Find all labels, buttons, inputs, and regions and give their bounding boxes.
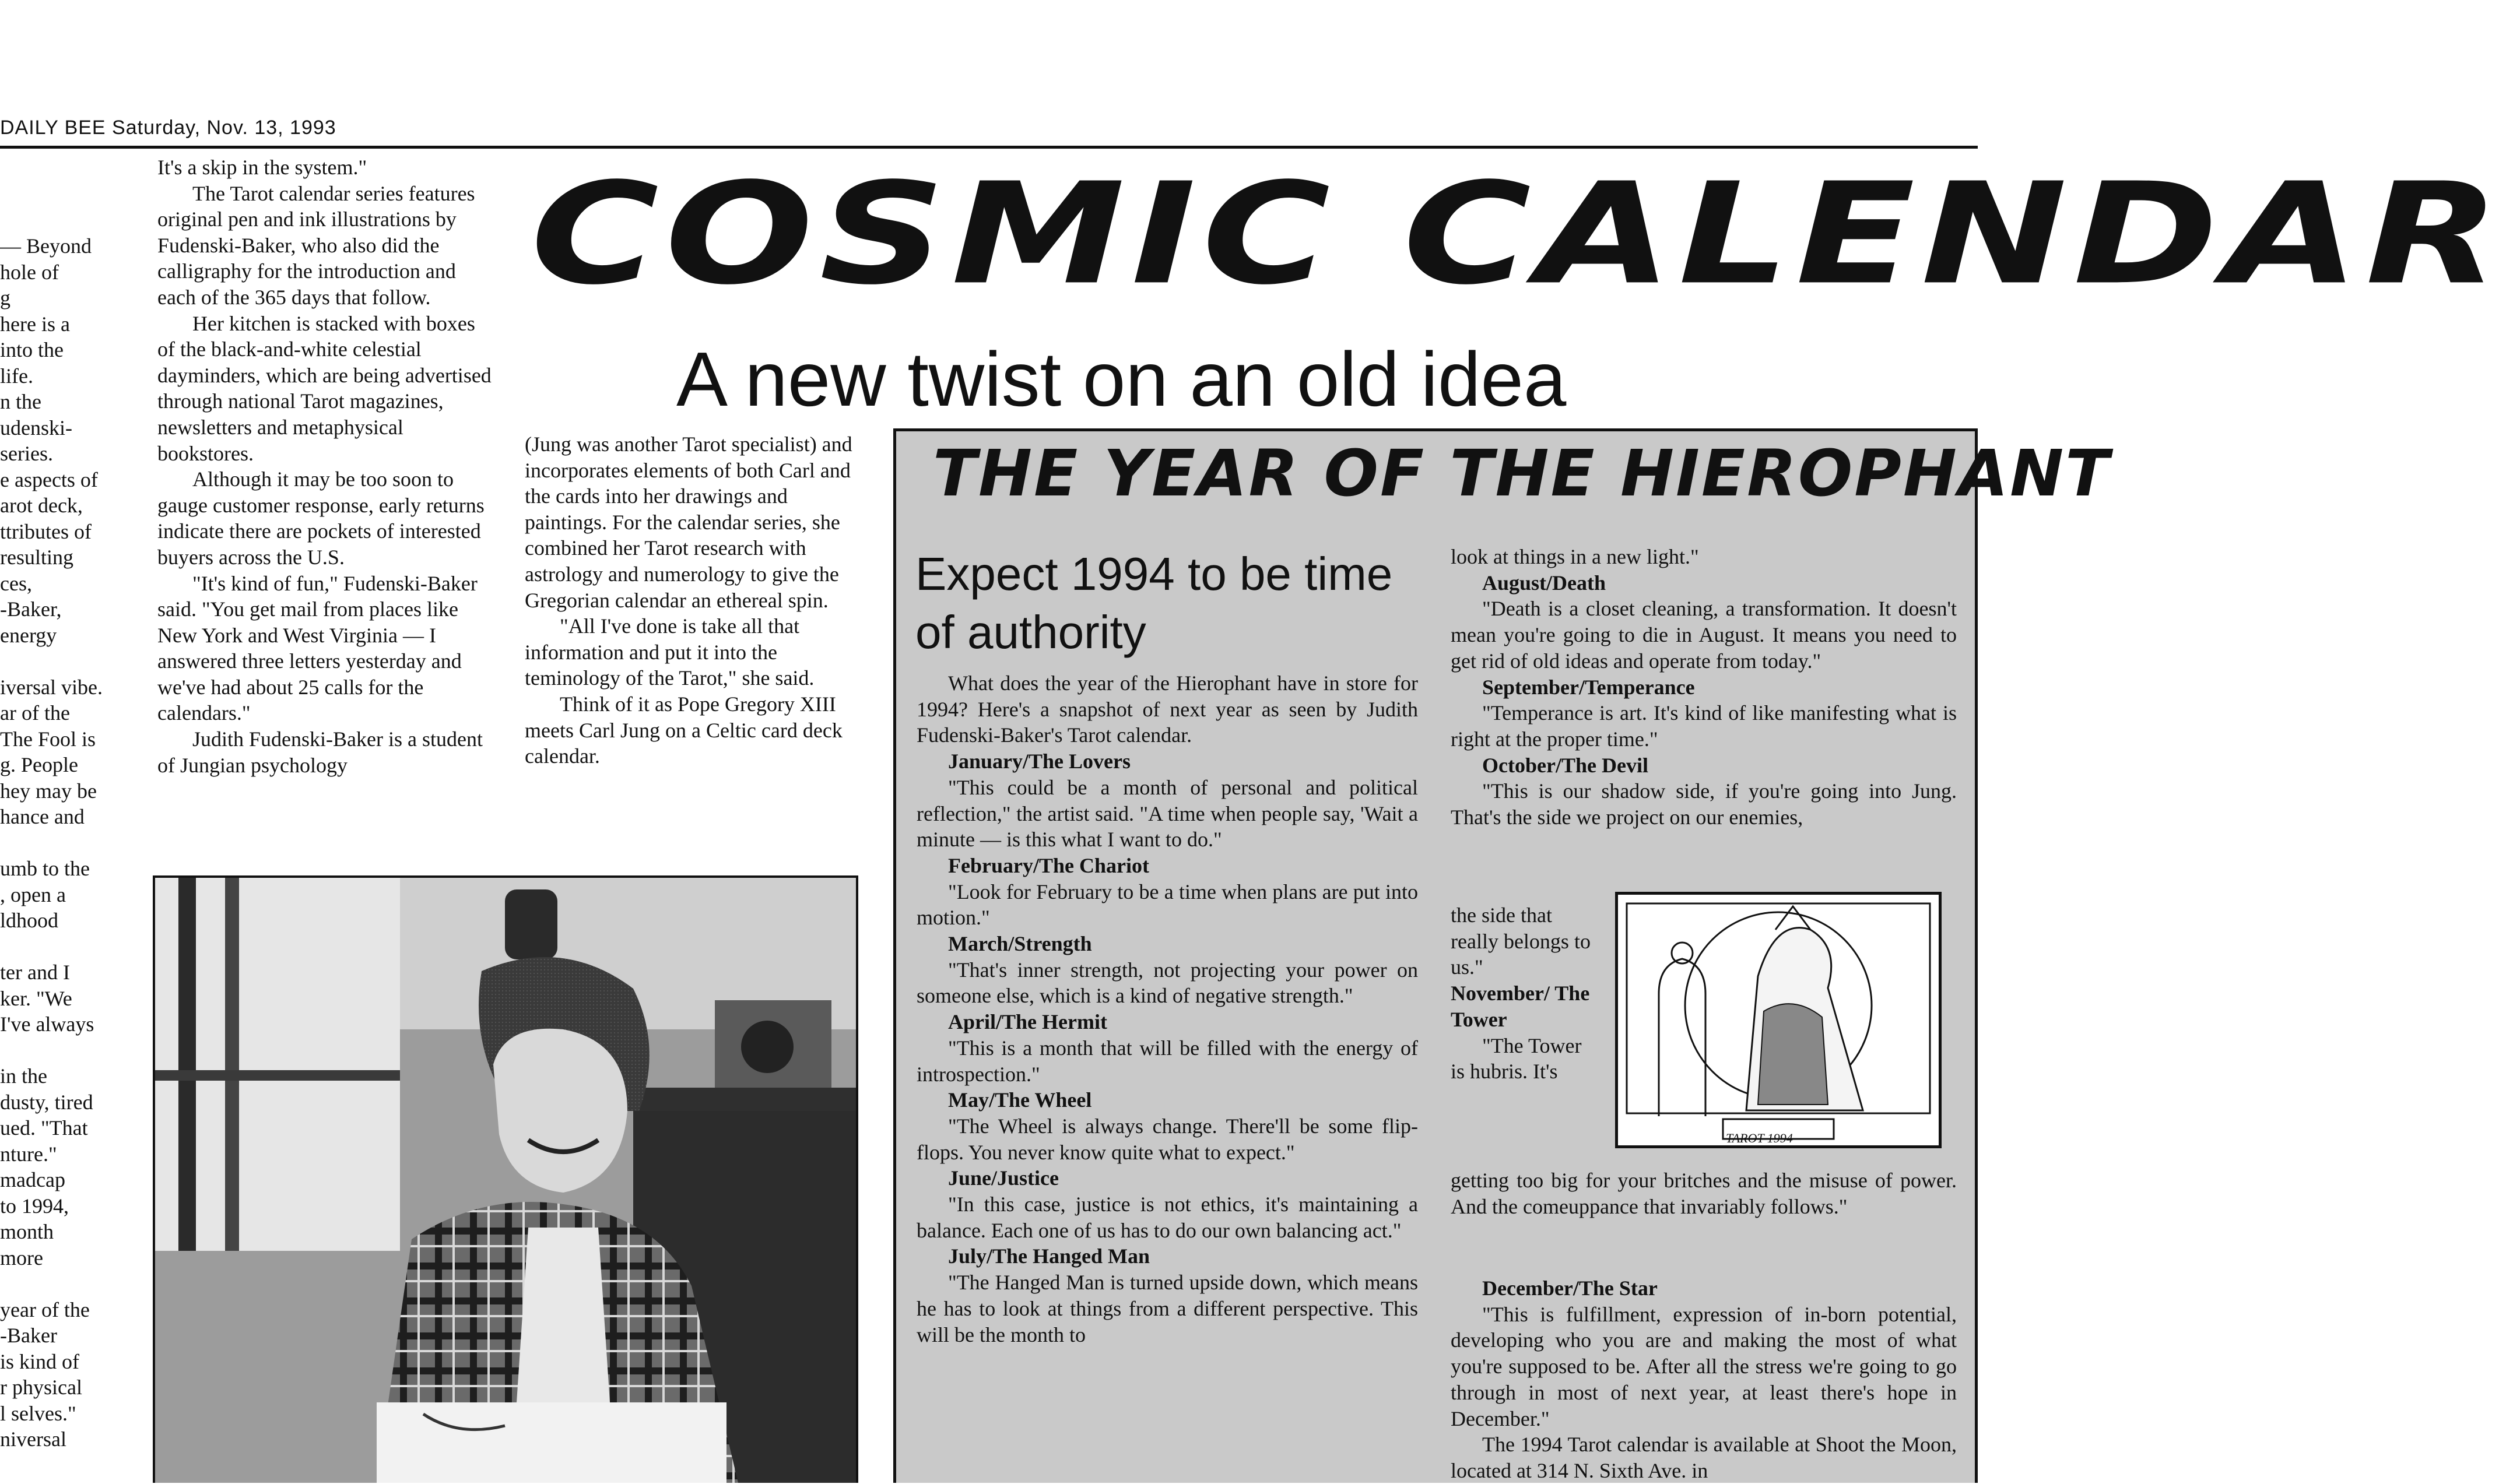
sidebar-paragraph: "Look for February to be a time when plans are put into motion.": [917, 880, 1418, 930]
sidebar-paragraph: getting too big for your britches and the misuse of power. And the comeuppance that invariably follows.": [1451, 1169, 1957, 1218]
sidebar-paragraph: "This is fulfillment, expression of in-born potential, developing who you are and making the most of what you're supposed to be. After all the stress we're going to go through in most of next year, at least there's hope in December.": [1451, 1302, 1957, 1430]
clipped-line: niversal: [0, 1427, 66, 1451]
clipped-line: to 1994,: [0, 1194, 69, 1218]
top-rule: [0, 146, 1978, 149]
clipped-line: [0, 648, 122, 674]
artist-photo: [153, 875, 858, 1483]
sidebar-paragraph: the side that really belongs to us.": [1451, 903, 1591, 979]
photo-illustration: [155, 878, 856, 1483]
subheadline: A new twist on an old idea: [676, 336, 1567, 422]
clipped-line: -Baker: [0, 1324, 57, 1347]
sidebar-right-middle: [1451, 1167, 1957, 1219]
clipped-line: madcap: [0, 1168, 65, 1191]
sidebar-left-column: [917, 670, 1418, 1483]
sidebar-paragraph: The 1994 Tarot calendar is available at Shoot the Moon, located at 314 N. Sixth Ave. in: [1451, 1433, 1957, 1482]
clipped-line: ces,: [0, 571, 32, 595]
sidebar-paragraph: "Death is a closet cleaning, a transformation. It doesn't mean you're going to die in August. It means you need to get rid of old ideas and operate from today.": [1451, 597, 1957, 673]
clipped-line: ter and I: [0, 961, 70, 984]
sidebar-paragraph: "In this case, justice is not ethics, it's maintaining a balance. Each one of us has to do our own balancing act.": [917, 1193, 1418, 1242]
sidebar-paragraph: "This is a month that will be filled with the energy of introspection.": [917, 1036, 1418, 1086]
clipped-line: iversal vibe.: [0, 675, 103, 699]
folio-line: DAILY BEE Saturday, Nov. 13, 1993: [0, 117, 336, 139]
month-heading: March/Strength: [948, 932, 1092, 956]
clipped-line: [0, 934, 122, 960]
clipped-line: udenski-: [0, 416, 72, 439]
tarot-card-illustration: [1615, 892, 1942, 1148]
clipped-line: r physical: [0, 1376, 82, 1399]
clipped-line: dusty, tired: [0, 1090, 93, 1114]
clipped-line: — Beyond: [0, 234, 92, 258]
clipped-line: ued. "That: [0, 1116, 88, 1140]
clipped-line: hole of: [0, 260, 59, 284]
clipped-line: is kind of: [0, 1349, 80, 1373]
sidebar-paragraph: "Temperance is art. It's kind of like manifesting what is right at the proper time.": [1451, 701, 1957, 751]
story-column-1: [157, 154, 493, 778]
clipped-line: -Baker,: [0, 597, 62, 621]
month-heading: July/The Hanged Man: [948, 1244, 1150, 1268]
month-heading: February/The Chariot: [948, 853, 1149, 877]
sidebar-paragraph: "The Hanged Man is turned upside down, which means he has to look at things from a different perspective. This will be the month to: [917, 1271, 1418, 1346]
month-heading: November/ The Tower: [1451, 982, 1590, 1031]
body-paragraph: "It's kind of fun," Fudenski-Baker said. "You get mail from places like New York and West Virginia — I answered three letters yesterday and we've had about 25 calls for the calendars.": [157, 571, 478, 725]
month-heading: May/The Wheel: [948, 1088, 1092, 1112]
sidebar-deck: Expect 1994 to be time of authority: [915, 548, 1393, 658]
clipped-line: ar of the: [0, 701, 70, 725]
month-heading: September/Temperance: [1482, 675, 1695, 699]
clipped-line: year of the: [0, 1297, 90, 1321]
clipped-line: nture.": [0, 1142, 57, 1166]
clipped-line: umb to the: [0, 857, 90, 880]
clipped-line: hey may be: [0, 779, 97, 803]
body-paragraph: Judith Fudenski-Baker is a student of Jungian psychology: [157, 727, 483, 777]
clipped-line: , open a: [0, 882, 66, 906]
clipped-line: g. People: [0, 753, 78, 776]
month-heading: April/The Hermit: [948, 1010, 1107, 1034]
clipped-line: I've always: [0, 1012, 94, 1036]
headline: COSMIC CALENDAR: [531, 153, 2506, 316]
clipped-line: month: [0, 1220, 54, 1243]
sidebar-paragraph: "That's inner strength, not projecting your power on someone else, which is a kind of negative strength.": [917, 958, 1418, 1008]
sidebar-right-column-top: [1451, 544, 1957, 831]
sidebar-paragraph: "This could be a month of personal and political reflection," the artist said. "A time when people say, 'Wait a minute — is this what I want to do.": [917, 775, 1418, 852]
clipped-line: e aspects of: [0, 467, 98, 491]
body-paragraph: "All I've done is take all that information and put it into the teminology of the Tarot," she said.: [525, 614, 815, 690]
month-heading: June/Justice: [948, 1166, 1059, 1190]
sidebar-paragraph: "The Tower is hubris. It's: [1451, 1033, 1582, 1084]
month-heading: December/The Star: [1482, 1276, 1658, 1300]
clipped-line: here is a: [0, 312, 70, 336]
sidebar-title: THE YEAR OF THE HIEROPHANT: [933, 436, 2111, 511]
clipped-line: ttributes of: [0, 519, 92, 543]
month-heading: October/The Devil: [1482, 753, 1648, 777]
clipped-line: into the: [0, 338, 64, 361]
month-heading: January/The Lovers: [948, 750, 1131, 773]
clipped-line: arot deck,: [0, 494, 83, 517]
clipped-line: l selves.": [0, 1401, 76, 1425]
sidebar-paragraph: What does the year of the Hierophant have in store for 1994? Here's a snapshot of next year as seen by Judith Fudenski-Baker's Tarot calendar.: [917, 671, 1418, 747]
clipped-column: [0, 233, 122, 1453]
body-paragraph: Although it may be too soon to gauge customer response, early returns indicate there are pockets of interested buyers across the U.S.: [157, 467, 485, 569]
clipped-line: in the: [0, 1064, 47, 1088]
clipped-line: energy: [0, 623, 57, 647]
clipped-line: ker. "We: [0, 986, 72, 1010]
body-paragraph: Think of it as Pope Gregory XIII meets Carl Jung on a Celtic card deck calendar.: [525, 692, 843, 768]
clipped-line: The Fool is: [0, 727, 96, 751]
body-paragraph: (Jung was another Tarot specialist) and incorporates elements of both Carl and the cards into her drawings and paintings. For the calendar series, she combined her Tarot research with astrology and numerology to give the Gregorian calendar an ethereal spin.: [525, 432, 852, 612]
body-paragraph: The Tarot calendar series features original pen and ink illustrations by Fudenski-Baker, who also did the calligraphy for the introduction and each of the 365 days that follow.: [157, 181, 475, 309]
clipped-line: [0, 1038, 122, 1064]
clipped-line: hance and: [0, 805, 85, 828]
sidebar-paragraph: "The Wheel is always change. There'll be some flip-flops. You never know quite what to expect.": [917, 1114, 1418, 1164]
clipped-line: [0, 830, 122, 856]
body-paragraph: Her kitchen is stacked with boxes of the black-and-white celestial dayminders, which are being advertised through national Tarot magazines, newsletters and metaphysical bookstores.: [157, 311, 492, 465]
clipped-line: g: [0, 286, 10, 310]
clipped-line: more: [0, 1246, 43, 1270]
sidebar-right-bottom: [1451, 1275, 1957, 1483]
clipped-line: life.: [0, 364, 33, 388]
clipped-line: [0, 1271, 122, 1297]
clipped-line: n the: [0, 390, 41, 413]
sidebar-right-narrow: [1451, 902, 1591, 1085]
clipped-line: series.: [0, 442, 53, 465]
clipped-line: resulting: [0, 546, 73, 569]
story-column-2: [525, 431, 860, 769]
clipped-line: ldhood: [0, 909, 59, 932]
body-paragraph: It's a skip in the system.": [157, 156, 367, 179]
hierophant-drawing: [1618, 895, 1939, 1145]
sidebar-paragraph: look at things in a new light.": [1451, 545, 1699, 568]
sidebar-paragraph: "This is our shadow side, if you're going into Jung. That's the side we project on our enemies,: [1451, 779, 1957, 829]
month-heading: August/Death: [1482, 571, 1606, 595]
card-caption: TAROT 1994: [1726, 1131, 1793, 1145]
